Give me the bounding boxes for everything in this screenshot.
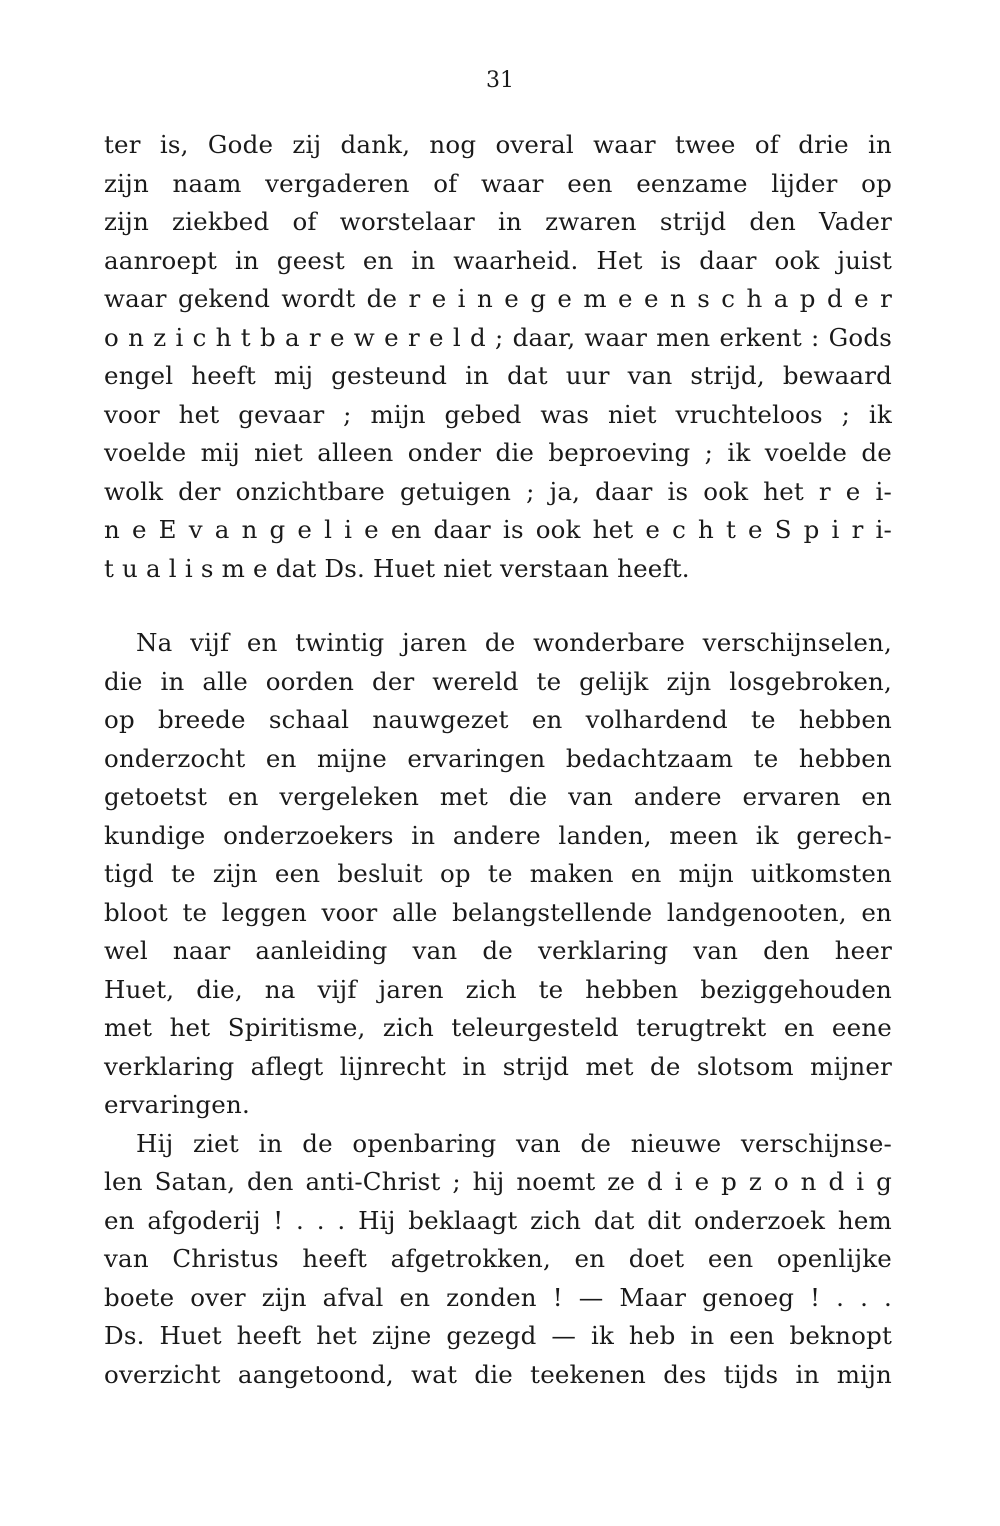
text-line: aanroept in geest en in waarheid. Het is daar ook juist: [104, 245, 892, 275]
page-number: 31: [486, 68, 514, 93]
text-line: voor het gevaar ; mijn gebed was niet vruchteloos ; ik: [104, 399, 892, 429]
text-line: Na vijf en twintig jaren de wonderbare verschijnselen,: [136, 628, 892, 657]
text-line: Huet, die, na vijf jaren zich te hebben beziggehouden: [104, 974, 892, 1004]
text-line: getoetst en vergeleken met die van andere ervaren en: [104, 782, 892, 811]
text-line: o n z i c h t b a r e w e r e l d ; daar, waar men erkent : Gods: [104, 322, 892, 352]
text-line: len Satan, den anti-Christ ; hij noemt ze d i e p z o n d i g: [104, 1167, 892, 1196]
text-line: op breede schaal nauwgezet en volhardend te hebben: [104, 705, 892, 734]
text-line: overzicht aangetoond, wat die teekenen des tijds in mijn: [104, 1359, 892, 1389]
text-line: wolk der onzichtbare getuigen ; ja, daar is ook het r e i-: [104, 476, 892, 506]
text-line: ervaringen.: [104, 1090, 250, 1119]
text-line: zijn ziekbed of worstelaar in zwaren strijd den Vader: [104, 207, 892, 236]
text-line: van Christus heeft afgetrokken, en doet een openlijke: [104, 1244, 892, 1273]
text-line: verklaring aflegt lijnrecht in strijd met de slotsom mijner: [104, 1051, 892, 1081]
text-line: ter is, Gode zij dank, nog overal waar twee of drie in: [104, 130, 892, 159]
paragraph-2: [104, 624, 892, 1394]
text-line: n e E v a n g e l i e en daar is ook het e c h t e S p i r i-: [104, 515, 892, 544]
text-line: voelde mij niet alleen onder die beproeving ; ik voelde de: [104, 438, 892, 467]
text-line: bloot te leggen voor alle belangstellende landgenooten, en: [104, 897, 892, 927]
text-line: t u a l i s m e dat Ds. Huet niet verstaan heeft.: [104, 553, 690, 583]
paragraph-1: [104, 126, 892, 588]
text-line: zijn naam vergaderen of waar een eenzame lijder op: [104, 168, 892, 198]
text-line: en afgoderij ! . . . Hij beklaagt zich dat dit onderzoek hem: [104, 1205, 892, 1235]
text-line: tigd te zijn een besluit op te maken en mijn uitkomsten: [104, 859, 892, 888]
text-line: onderzocht en mijne ervaringen bedachtzaam te hebben: [104, 743, 892, 773]
text-line: met het Spiritisme, zich teleurgesteld terugtrekt en eene: [104, 1013, 892, 1042]
text-line: kundige onderzoekers in andere landen, meen ik gerech-: [104, 820, 892, 850]
text-line: engel heeft mij gesteund in dat uur van strijd, bewaard: [104, 361, 892, 390]
text-line: die in alle oorden der wereld te gelijk zijn losgebroken,: [104, 666, 892, 696]
text-line: Ds. Huet heeft het zijne gezegd — ik heb in een beknopt: [104, 1321, 892, 1350]
text-line: wel naar aanleiding van de verklaring van den heer: [104, 936, 892, 965]
text-line: Hij ziet in de openbaring van de nieuwe verschijnse-: [136, 1128, 892, 1158]
text-line: waar gekend wordt de r e i n e g e m e e n s c h a p d e r: [104, 284, 892, 313]
text-line: boete over zijn afval en zonden ! — Maar genoeg ! . . .: [104, 1282, 892, 1312]
